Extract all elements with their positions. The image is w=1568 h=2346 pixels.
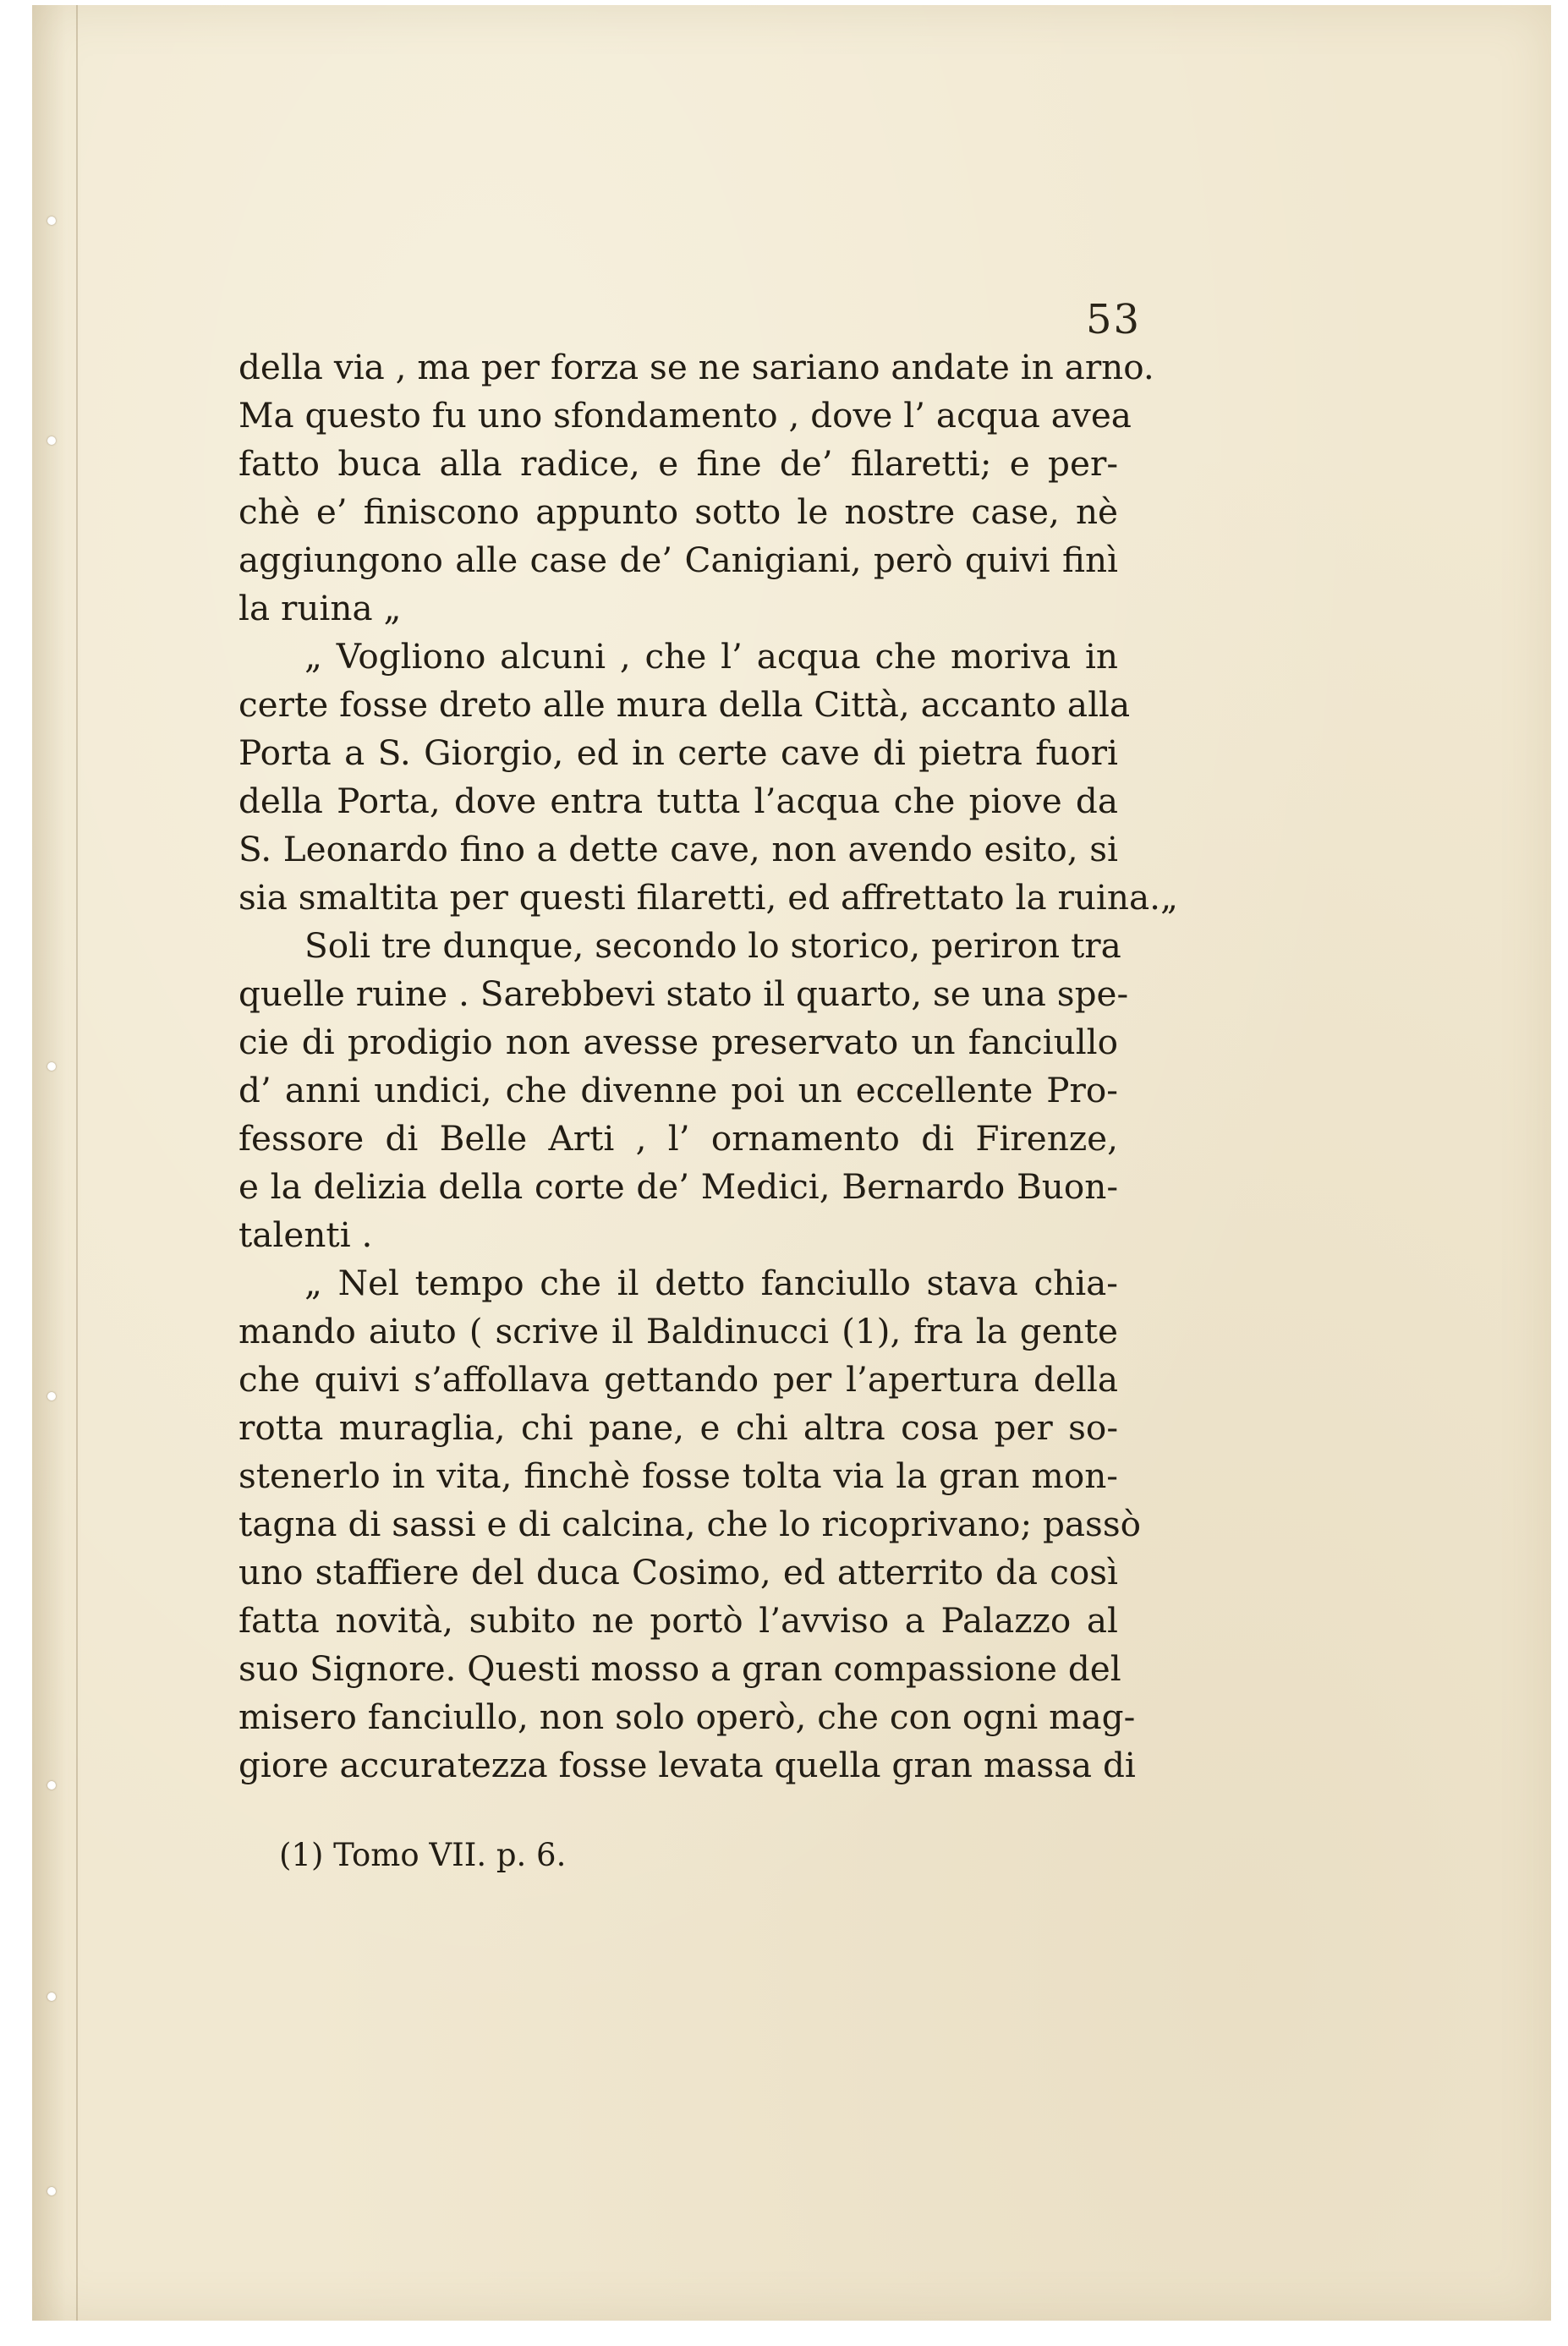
page-number: 53 [1086,296,1142,343]
text-line: S. Leonardo fino a dette cave, non avendo esito, si [238,829,1118,869]
text-line: certe fosse dreto alle mura della Città, accanto alla [238,684,1131,725]
stitch-hole [47,1062,56,1071]
text-line: Ma questo fu uno sfondamento , dove l’ acqua avea [238,395,1132,436]
text-line: fatta novità, subito ne portò l’avviso a Palazzo al [238,1600,1118,1641]
text-line: della Porta, dove entra tutta l’acqua che piove da [238,781,1118,821]
text-line: Porta a S. Giorgio, ed in certe cave di pietra fuori [238,732,1118,773]
binding-edge [76,5,78,2321]
text-line: d’ anni undici, che divenne poi un eccellente Pro- [238,1070,1118,1110]
text-line: la ruina „ [238,588,402,628]
text-line: talenti . [238,1214,373,1255]
text-line: Soli tre dunque, secondo lo storico, periron tra [304,925,1121,966]
footnote: (1) Tomo VII. p. 6. [279,1837,567,1873]
text-line: cie di prodigio non avesse preservato un fanciullo [238,1022,1118,1062]
stitch-hole [47,2187,56,2195]
text-line: fatto buca alla radice, e fine de’ filaretti; e per- [238,443,1118,484]
body-text [238,343,1178,1790]
text-line: suo Signore. Questi mosso a gran compassione del [238,1648,1121,1689]
text-line: sia smaltita per questi filaretti, ed affrettato la ruina.„ [238,877,1178,918]
text-line: chè e’ finiscono appunto sotto le nostre case, nè [238,491,1118,532]
text-line: misero fanciullo, non solo operò, che con ogni mag- [238,1696,1136,1737]
text-line: tagna di sassi e di calcina, che lo ricoprivano; passò [238,1504,1141,1544]
text-line: „ Nel tempo che il detto fanciullo stava chia- [304,1263,1118,1303]
text-line: che quivi s’affollava gettando per l’apertura della [238,1359,1118,1400]
stitch-hole [47,436,56,445]
text-line: mando aiuto ( scrive il Baldinucci (1), fra la gente [238,1311,1118,1351]
text-line: aggiungono alle case de’ Canigiani, però quivi finì [238,540,1118,580]
text-line: „ Vogliono alcuni , che l’ acqua che moriva in [304,636,1118,677]
text-line: della via , ma per forza se ne sariano andate in arno. [238,347,1154,387]
text-line: uno staffiere del duca Cosimo, ed atterrito da così [238,1552,1118,1592]
text-line: quelle ruine . Sarebbevi stato il quarto, se una spe- [238,973,1129,1014]
text-line: stenerlo in vita, finchè fosse tolta via la gran mon- [238,1455,1118,1496]
text-line: giore accuratezza fosse levata quella gran massa di [238,1745,1136,1785]
text-line: fessore di Belle Arti , l’ ornamento di Firenze, [238,1118,1118,1159]
stitch-hole [47,217,56,225]
stitch-hole [47,1992,56,2001]
stitch-hole [47,1392,56,1400]
text-line: e la delizia della corte de’ Medici, Bernardo Buon- [238,1166,1118,1207]
text-line: rotta muraglia, chi pane, e chi altra cosa per so- [238,1407,1118,1448]
stitch-hole [47,1781,56,1790]
